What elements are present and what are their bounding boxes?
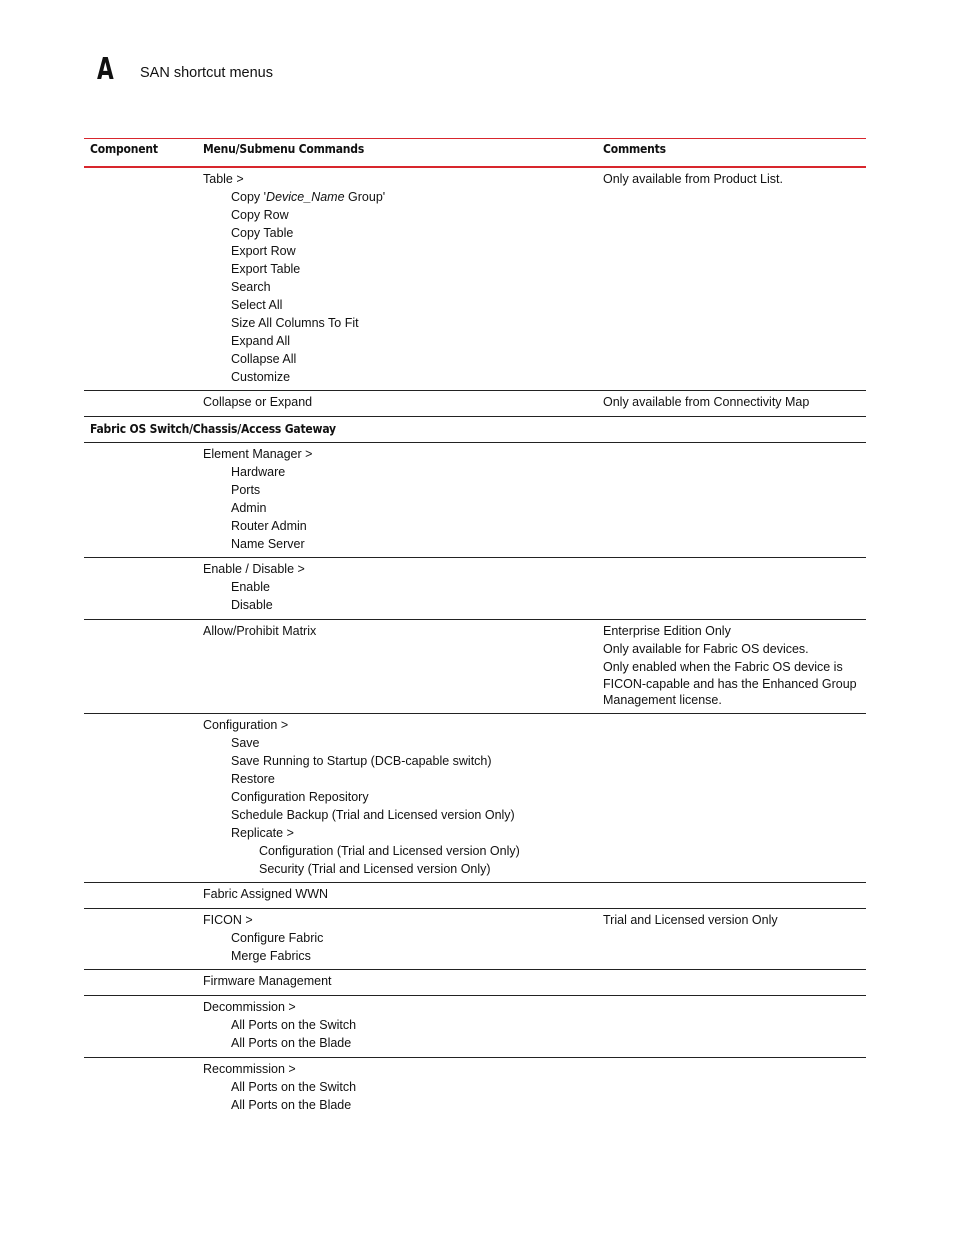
menu-item: Table > <box>203 172 244 186</box>
submenu-item: Enable <box>231 580 270 594</box>
submenu-item: Search <box>231 280 271 294</box>
submenu-item: Save Running to Startup (DCB-capable switch) <box>231 754 492 768</box>
section-label-row: Fabric OS Switch/Chassis/Access Gateway <box>84 417 866 443</box>
table-row <box>84 970 866 996</box>
menu-cell <box>203 170 603 383</box>
submenu-item: Copy Table <box>231 226 294 240</box>
submenu-item: Configuration Repository <box>231 790 369 804</box>
submenu-item: Schedule Backup (Trial and Licensed version Only) <box>231 808 515 822</box>
submenu-item: Save <box>231 736 260 750</box>
menu-item: Decommission > <box>203 1000 296 1014</box>
submenu-item: Security (Trial and Licensed version Only) <box>259 862 491 876</box>
column-header-comments: Comments <box>603 142 666 156</box>
submenu-item: All Ports on the Blade <box>231 1098 352 1112</box>
submenu-item: Collapse All <box>231 352 297 366</box>
submenu-item: All Ports on the Switch <box>231 1018 357 1032</box>
submenu-item: All Ports on the Blade <box>231 1036 352 1050</box>
comment: Trial and Licensed version Only <box>603 913 778 927</box>
table-row <box>84 883 866 909</box>
column-header-component: Component <box>90 142 158 156</box>
submenu-item: Hardware <box>231 465 286 479</box>
table-row <box>84 620 866 714</box>
submenu-item: Router Admin <box>231 519 307 533</box>
table-row <box>84 1058 866 1120</box>
table-row <box>84 996 866 1058</box>
submenu-item: Merge Fabrics <box>231 949 311 963</box>
submenu-item: All Ports on the Switch <box>231 1080 357 1094</box>
comment-cell <box>603 170 866 383</box>
menu-item: Collapse or Expand <box>203 395 313 409</box>
running-title: SAN shortcut menus <box>140 65 273 81</box>
submenu-item: Copy Row <box>231 208 289 222</box>
column-header-menu: Menu/Submenu Commands <box>203 142 365 156</box>
menu-item: FICON > <box>203 913 253 927</box>
submenu-item: Admin <box>231 501 267 515</box>
copy-device-name: Device_Name <box>266 190 345 204</box>
submenu-item: Expand All <box>231 334 291 348</box>
copy-suffix: Group' <box>344 190 386 204</box>
submenu-item: Restore <box>231 772 275 786</box>
submenu-item: Customize <box>231 370 291 384</box>
menu-item: Element Manager > <box>203 447 313 461</box>
submenu-item: Replicate > <box>231 826 294 840</box>
menu-item: Enable / Disable > <box>203 562 305 576</box>
menu-item: Recommission > <box>203 1062 296 1076</box>
table-row <box>84 558 866 620</box>
submenu-item: Disable <box>231 598 273 612</box>
submenu-item: Export Row <box>231 244 296 258</box>
table-row <box>84 909 866 970</box>
copy-prefix: Copy ' <box>231 190 267 204</box>
shortcut-menu-table <box>84 138 866 1120</box>
submenu-item: Configure Fabric <box>231 931 324 945</box>
menu-item: Allow/Prohibit Matrix <box>203 624 317 638</box>
comment: Only available from Product List. <box>603 172 783 186</box>
comment: Only available for Fabric OS devices. <box>603 642 809 656</box>
submenu-item <box>203 188 603 206</box>
submenu-item: Name Server <box>231 537 305 551</box>
comment: Only enabled when the Fabric OS device is <box>603 660 843 674</box>
table-row <box>84 391 866 417</box>
comment: Management license. <box>603 693 722 707</box>
table-row <box>84 168 866 391</box>
submenu-item: Export Table <box>231 262 301 276</box>
comment: Only available from Connectivity Map <box>603 395 810 409</box>
comment: Enterprise Edition Only <box>603 624 731 638</box>
submenu-item: Ports <box>231 483 261 497</box>
table-header <box>84 138 866 168</box>
table-row <box>84 443 866 558</box>
submenu-item: Select All <box>231 298 283 312</box>
menu-item: Fabric Assigned WWN <box>203 887 329 901</box>
menu-item: Firmware Management <box>203 974 332 988</box>
chapter-letter: A <box>97 52 114 87</box>
table-row <box>84 714 866 883</box>
menu-item: Configuration > <box>203 718 289 732</box>
submenu-item: Size All Columns To Fit <box>231 316 359 330</box>
comment: FICON-capable and has the Enhanced Group <box>603 677 857 691</box>
submenu-item: Configuration (Trial and Licensed version Only) <box>259 844 520 858</box>
